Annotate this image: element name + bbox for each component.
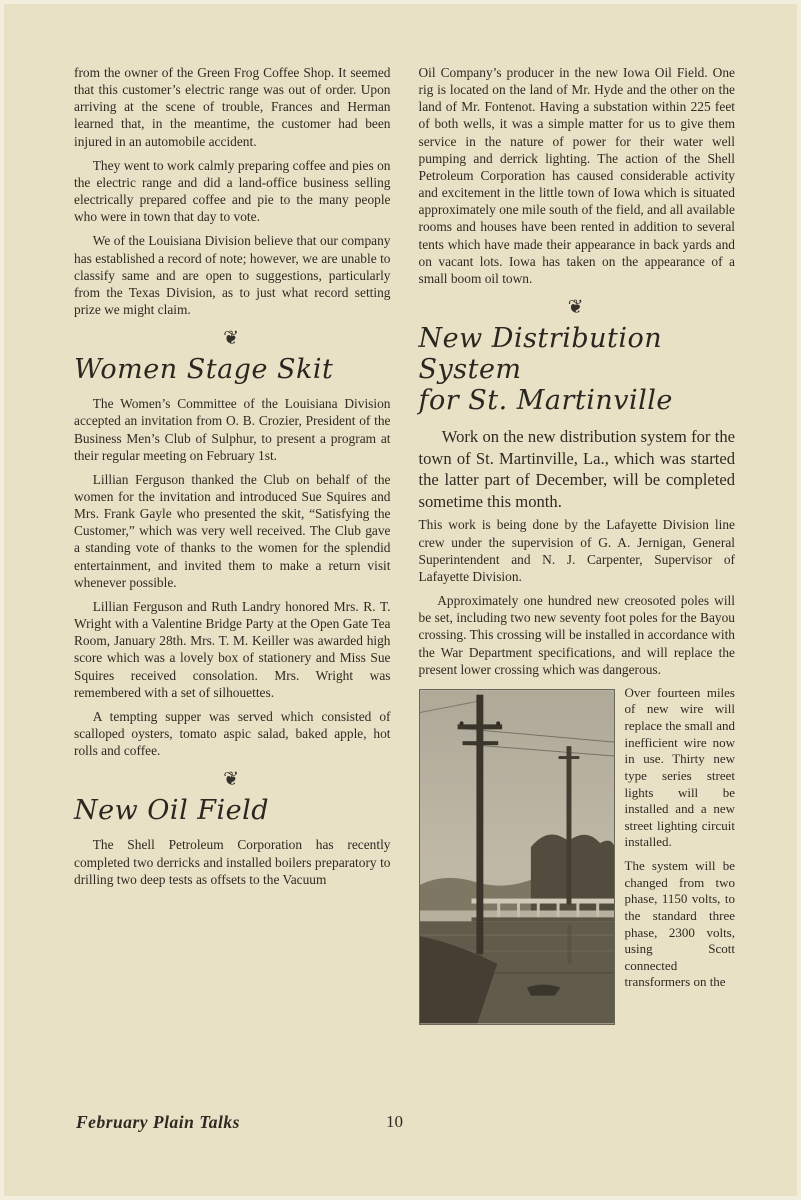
paragraph: They went to work calmly preparing coffee and pies on the electric range and did a land-office business selling electrically prepared coffee and pie to the many people who were in town that day to vote.	[74, 157, 391, 225]
section-title-new-distribution-system	[419, 323, 736, 416]
paragraph: Approximately one hundred new creosoted poles will be set, including two new seventy foot poles for the Bayou crossing. This crossing will be installed in accordance with the War Department specifications, and will replace the present lower crossing which was dangerous.	[418, 593, 735, 677]
section-title-women-stage-skit: Women Stage Skit	[74, 354, 334, 386]
paragraph: We of the Louisiana Division believe that our company has established a record of note; however, we are unable to classify same and are open to suggestions, particularly from the Texas Division, as to just what record setting prize we might claim.	[74, 233, 391, 318]
right-column	[419, 64, 736, 1027]
fleuron-ornament-icon: ❦	[567, 296, 586, 319]
paragraph: Lillian Ferguson thanked the Club on behalf of the women for the invitation and introduced Sue Squires and Mrs. Frank Gayle who presented the skit, “Satisfying the Customer,” which was very well received. The Club gave a standing vote of thanks to the women for the splendid entertainment, and invited them to make a return visit whenever possible.	[74, 471, 391, 590]
wrapped-paragraph: The system will be changed from two phase, 1150 volts, to the standard three phase, 2300 volts, using Scott connected transformers on the	[624, 858, 735, 990]
fleuron-ornament-icon: ❦	[223, 768, 242, 791]
photo-text-wrap	[419, 685, 736, 1027]
wrapped-paragraph: Over fourteen miles of new wire will replace the small and inefficient wire now in use. Thirty new type series street lights will be installed and a new street lighting circuit installed.	[624, 684, 735, 850]
paragraph: This work is being done by the Lafayette Division line crew under the supervision of G. A. Jernigan, General Superintendent and N. J. Carpenter, Supervisor of Lafayette Division.	[418, 517, 735, 584]
journal-name: February Plain Talks	[76, 1112, 240, 1132]
fleuron-ornament-icon: ❦	[223, 327, 242, 350]
two-column-layout	[74, 64, 735, 1027]
paragraph: A tempting supper was served which consisted of scalloped oysters, tomato aspic salad, baked apple, hot rolls and coffee.	[74, 708, 391, 759]
paragraph: The Women’s Committee of the Louisiana Division accepted an invitation from O. B. Crozier, President of the Business Men’s Club of Sulphur, to present a program at their regular meeting on February 1st.	[74, 396, 391, 463]
title-line-1: New Distribution System	[418, 323, 663, 386]
paragraph: Lillian Ferguson and Ruth Landry honored Mrs. R. T. Wright with a Valentine Bridge Party at the Open Gate Tea Room, January 28th. Mrs. T. M. Keiller was awarded high score which was a lovely box of stationery and Miss Sue Squires received consolation. Mrs. Wright was remembered with a set of silhouettes.	[74, 598, 391, 700]
title-line-2: for St. Martinville	[418, 385, 673, 417]
street-poles-photo	[419, 689, 615, 1025]
lead-paragraph: Work on the new distribution system for the town of St. Martinville, La., which was started the latter part of December, will be completed sometime this month.	[418, 427, 735, 511]
section-title-new-oil-field: New Oil Field	[74, 795, 270, 827]
continuation-paragraph: Oil Company’s producer in the new Iowa Oil Field. One rig is located on the land of Mr. Hyde and the other on the land of Mr. Fontenot. Having a substation within 225 feet of both wells, it was a simple matter for us to give them service in the nature of power for their water well pumping and derrick lighting. The action of the Shell Petroleum Corporation has caused considerable activity and excitement in the little town of Iowa which is situated approximately one mile south of the field, and all available rooms and houses have been rented in addition to several tents which have made their appearance in back yards and on vacant lots. Iowa has taken on the appearance of a small boom oil town.	[418, 65, 735, 286]
paragraph: The Shell Petroleum Corporation has recently completed two derricks and installed boilers preparatory to drilling two deep tests as offsets to the Vacuum	[74, 837, 391, 887]
continuation-paragraph: from the owner of the Green Frog Coffee Shop. It seemed that this customer’s electric range was out of order. Upon arriving at the scene of trouble, Frances and Herman learned that, in the meantime, the customer had been injured in an automobile accident.	[74, 65, 391, 149]
page-number: 10	[386, 1112, 403, 1131]
left-column	[74, 64, 391, 1027]
